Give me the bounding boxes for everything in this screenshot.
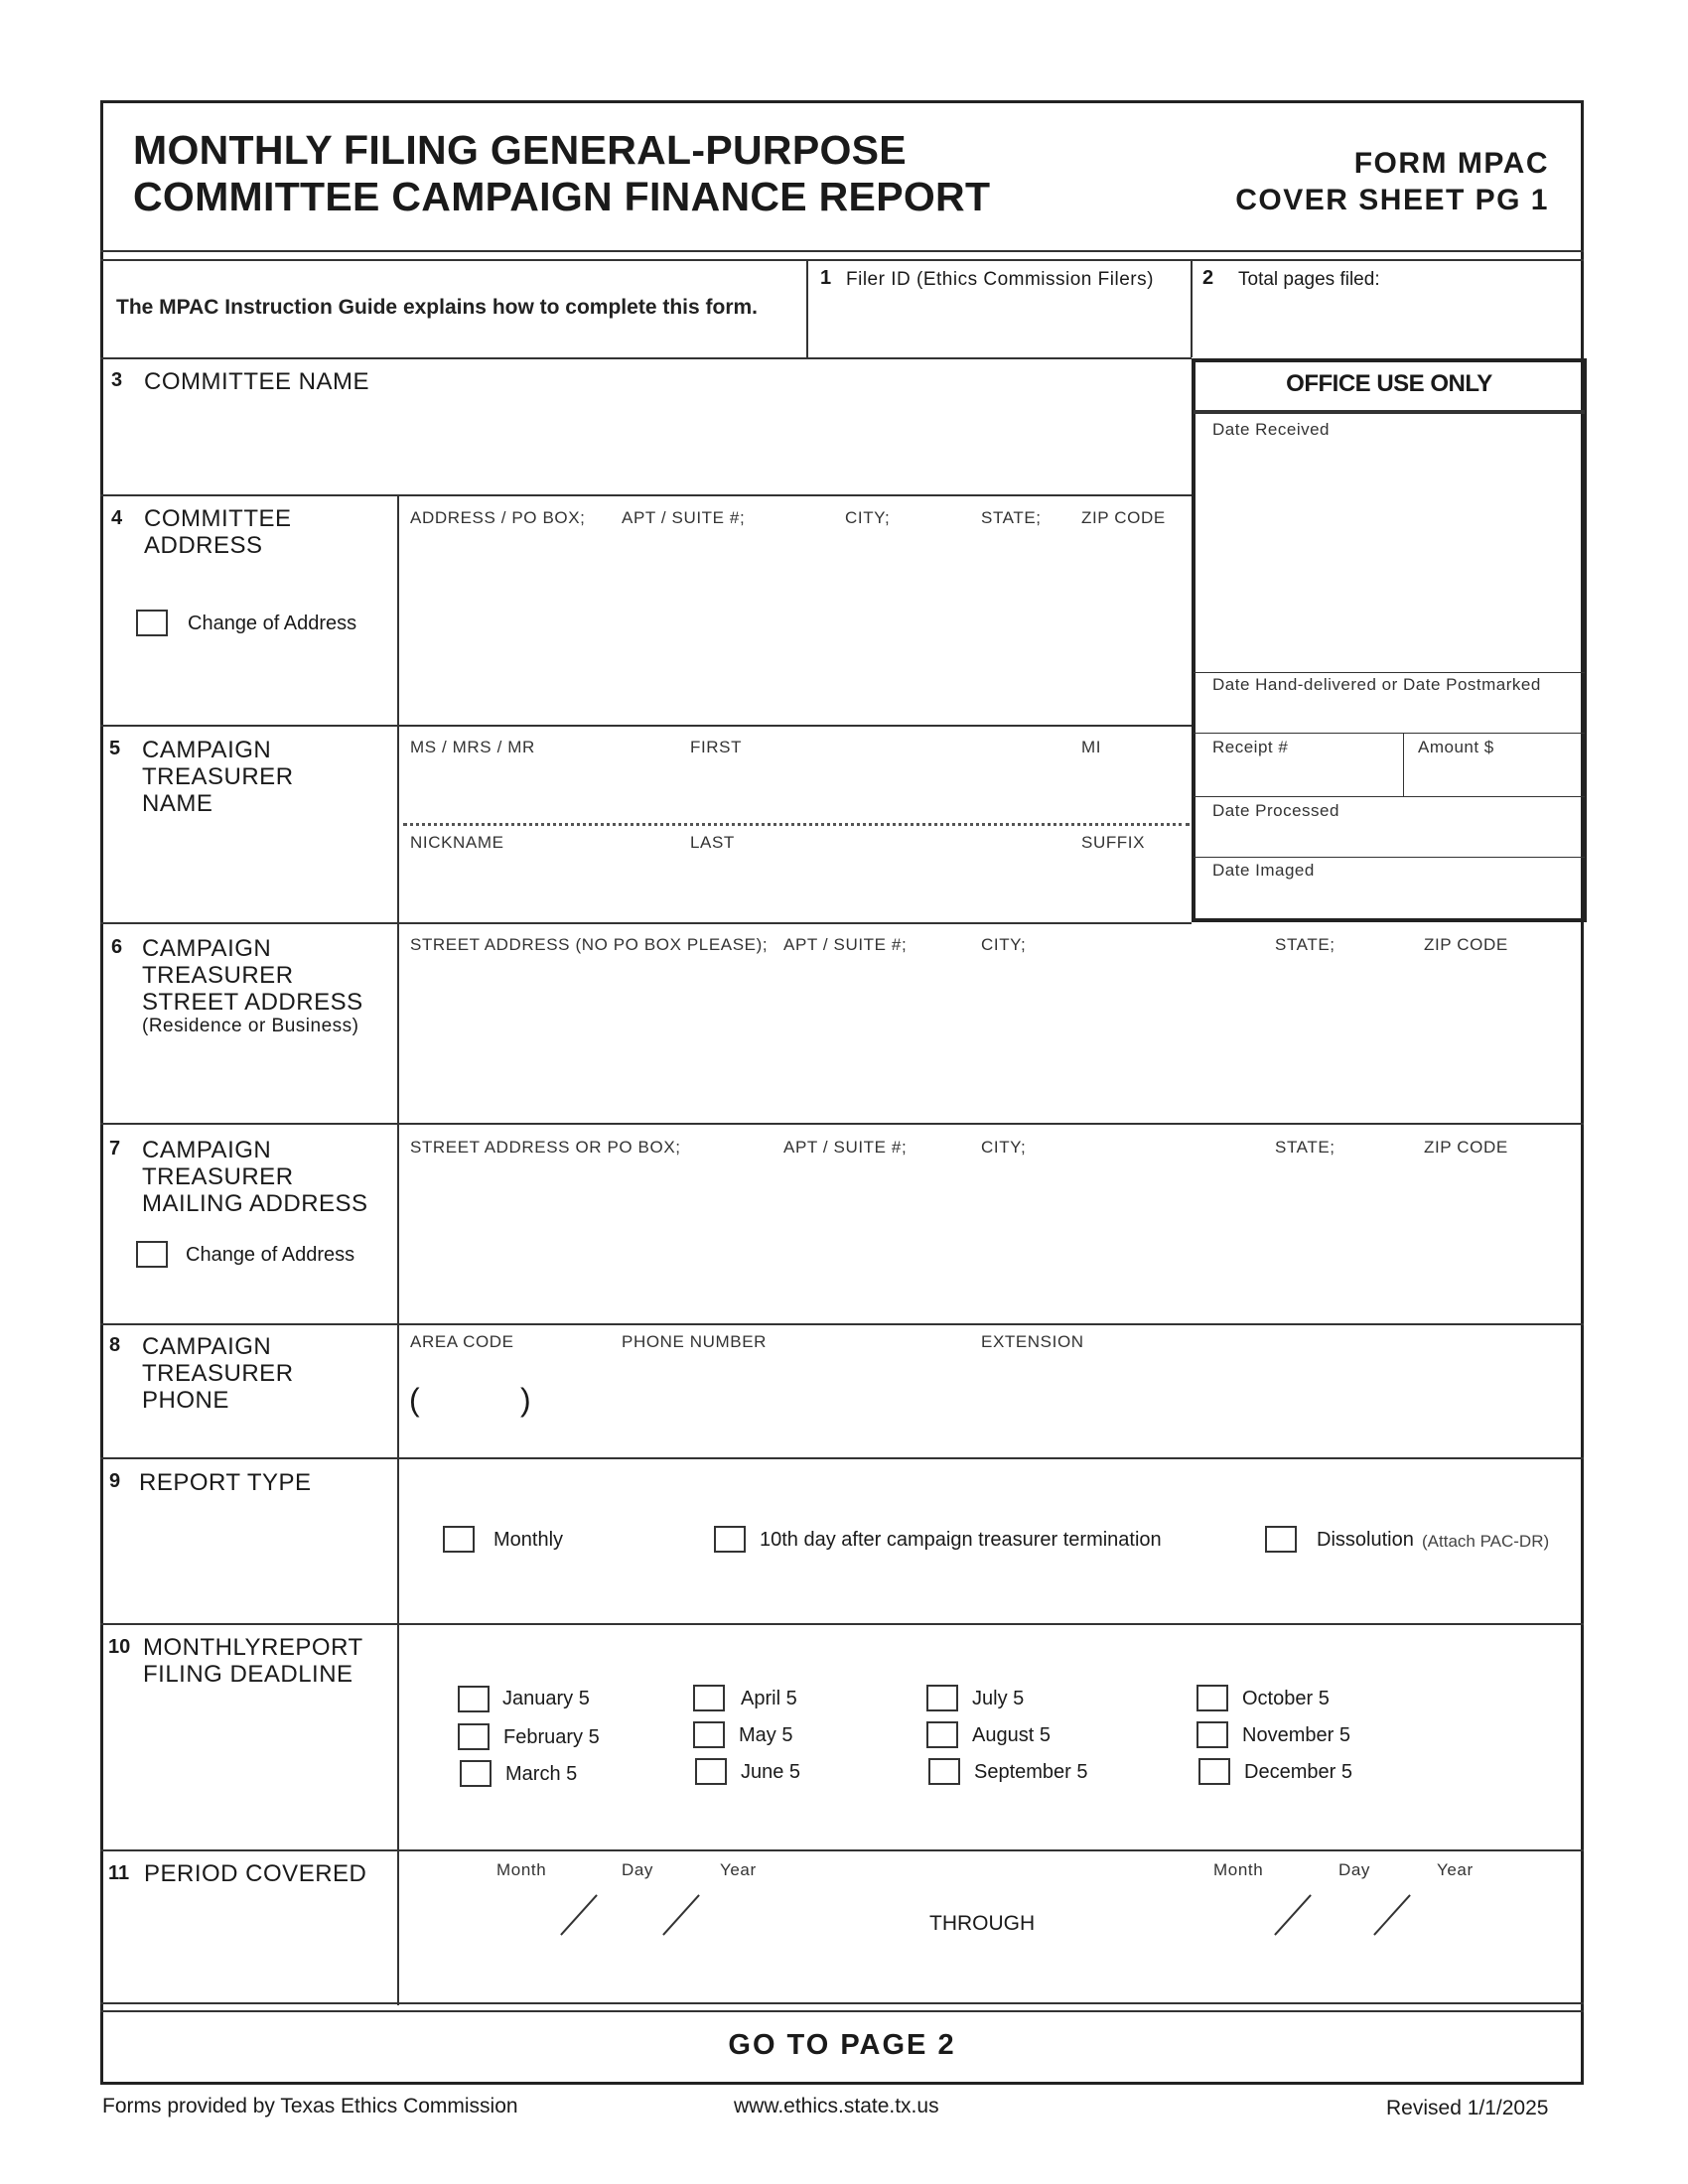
period-through-label: THROUGH — [929, 1912, 1036, 1935]
treasurer-street-zip-label: ZIP CODE — [1424, 935, 1508, 954]
committee-change-of-address-checkbox[interactable] — [136, 610, 168, 636]
period-number: 11 — [108, 1862, 130, 1884]
treasurer-prefix-label: MS / MRS / MR — [410, 738, 535, 756]
row10-bottom-rule — [100, 1849, 1584, 1851]
deadline-july-label: July 5 — [972, 1688, 1025, 1709]
deadline-label-line2: FILING DEADLINE — [143, 1661, 353, 1688]
deadline-april-label: April 5 — [741, 1688, 797, 1709]
treasurer-last-label: LAST — [690, 833, 735, 852]
committee-address-street-label: ADDRESS / PO BOX; — [410, 508, 586, 527]
header-rule-1 — [100, 250, 1584, 252]
period-start-date-field[interactable] — [487, 1886, 784, 1946]
treasurer-street-label-line1: CAMPAIGN — [142, 935, 272, 962]
go-to-page-2: GO TO PAGE 2 — [728, 2029, 956, 2061]
deadline-october-label: October 5 — [1242, 1688, 1330, 1709]
treasurer-street-number: 6 — [111, 936, 123, 958]
committee-name-label: COMMITTEE NAME — [144, 368, 369, 395]
deadline-february-checkbox[interactable] — [458, 1723, 490, 1750]
treasurer-phone-label-line1: CAMPAIGN — [142, 1333, 272, 1360]
filer-id-number: 1 — [820, 267, 832, 289]
treasurer-suffix-label: SUFFIX — [1081, 833, 1146, 852]
office-rule-3 — [1194, 796, 1585, 797]
phone-number-label: PHONE NUMBER — [622, 1332, 768, 1351]
extension-label: EXTENSION — [981, 1332, 1084, 1351]
report-tenth-day-checkbox[interactable] — [714, 1526, 746, 1553]
report-monthly-checkbox[interactable] — [443, 1526, 475, 1553]
footer-rule-2 — [100, 2010, 1584, 2012]
period-start-slash-2 — [662, 1894, 700, 1935]
date-delivered-label: Date Hand-delivered or Date Postmarked — [1212, 675, 1541, 694]
deadline-july-checkbox[interactable] — [926, 1685, 958, 1711]
filer-id-field[interactable] — [808, 261, 1189, 355]
total-pages-field[interactable] — [1193, 261, 1580, 355]
committee-address-label — [144, 505, 292, 559]
period-label: PERIOD COVERED — [144, 1860, 367, 1887]
treasurer-name-label-line1: CAMPAIGN — [142, 737, 272, 763]
committee-address-zip-label: ZIP CODE — [1081, 508, 1166, 527]
treasurer-street-label-line2: TREASURER — [142, 962, 294, 989]
committee-address-number: 4 — [111, 507, 123, 529]
total-pages-label: Total pages filed: — [1238, 269, 1380, 290]
deadline-january-checkbox[interactable] — [458, 1686, 490, 1712]
form-title-line2: COMMITTEE CAMPAIGN FINANCE REPORT — [133, 174, 991, 219]
office-receipt-divider — [1403, 733, 1404, 796]
treasurer-mailing-number: 7 — [109, 1138, 121, 1160]
period-end-date-field[interactable] — [1201, 1886, 1499, 1946]
row9-bottom-rule — [100, 1623, 1584, 1625]
deadline-november-label: November 5 — [1242, 1724, 1350, 1746]
row8-bottom-rule — [100, 1457, 1584, 1459]
area-code-label: AREA CODE — [410, 1332, 514, 1351]
period-end-day-label: Day — [1338, 1860, 1371, 1879]
office-rule-4 — [1194, 857, 1585, 858]
deadline-april-checkbox[interactable] — [693, 1685, 725, 1711]
treasurer-phone-number: 8 — [109, 1334, 121, 1356]
report-dissolution-note: (Attach PAC-DR) — [1422, 1532, 1550, 1551]
footer-provided-by: Forms provided by Texas Ethics Commission — [102, 2095, 518, 2117]
office-rule-2 — [1194, 733, 1585, 734]
report-tenth-day-label: 10th day after campaign treasurer termination — [760, 1529, 1162, 1551]
deadline-march-checkbox[interactable] — [460, 1760, 492, 1787]
form-id-line2: COVER SHEET PG 1 — [1235, 184, 1549, 216]
deadline-november-checkbox[interactable] — [1196, 1721, 1228, 1748]
deadline-june-checkbox[interactable] — [695, 1758, 727, 1785]
area-code-close-paren: ) — [520, 1382, 531, 1418]
office-use-title: OFFICE USE ONLY — [1286, 370, 1492, 397]
report-dissolution-checkbox[interactable] — [1265, 1526, 1297, 1553]
treasurer-street-label-line4: (Residence or Business) — [142, 1016, 359, 1036]
treasurer-mailing-label-line1: CAMPAIGN — [142, 1137, 272, 1163]
deadline-may-label: May 5 — [739, 1724, 793, 1746]
report-monthly-label: Monthly — [493, 1529, 564, 1551]
treasurer-mailing-city-label: CITY; — [981, 1138, 1027, 1157]
committee-change-of-address-label: Change of Address — [188, 613, 357, 634]
form-id-line1: FORM MPAC — [1353, 147, 1549, 180]
receipt-label: Receipt # — [1212, 738, 1289, 756]
deadline-december-label: December 5 — [1244, 1761, 1352, 1783]
form-title-line1: MONTHLY FILING GENERAL-PURPOSE — [133, 127, 907, 173]
treasurer-mailing-label-line3: MAILING ADDRESS — [142, 1190, 368, 1217]
deadline-may-checkbox[interactable] — [693, 1721, 725, 1748]
deadline-september-label: September 5 — [974, 1761, 1088, 1783]
treasurer-mailing-zip-label: ZIP CODE — [1424, 1138, 1508, 1157]
amount-label: Amount $ — [1418, 738, 1494, 756]
form-title — [133, 127, 990, 220]
office-rule-1 — [1194, 672, 1585, 673]
mailing-change-of-address-label: Change of Address — [186, 1244, 355, 1266]
treasurer-name-label-line3: NAME — [142, 790, 213, 817]
report-dissolution-label: Dissolution — [1317, 1529, 1414, 1551]
committee-address-field[interactable] — [399, 496, 1190, 723]
deadline-august-checkbox[interactable] — [926, 1721, 958, 1748]
deadline-january-label: January 5 — [502, 1688, 590, 1709]
date-received-label: Date Received — [1212, 420, 1331, 439]
office-use-title-rule — [1194, 410, 1585, 414]
committee-address-label-line1: COMMITTEE — [144, 505, 292, 532]
committee-name-number: 3 — [111, 369, 123, 391]
treasurer-phone-label-line3: PHONE — [142, 1387, 229, 1414]
total-pages-number: 2 — [1202, 267, 1214, 289]
deadline-december-checkbox[interactable] — [1198, 1758, 1230, 1785]
date-imaged-label: Date Imaged — [1212, 861, 1315, 880]
period-end-month-label: Month — [1213, 1860, 1264, 1879]
deadline-label-line1: MONTHLYREPORT — [143, 1634, 363, 1661]
footer-website[interactable]: www.ethics.state.tx.us — [734, 2095, 939, 2117]
deadline-march-label: March 5 — [505, 1763, 578, 1785]
period-end-slash-2 — [1373, 1894, 1411, 1935]
deadline-august-label: August 5 — [972, 1724, 1051, 1746]
deadline-february-label: February 5 — [503, 1726, 600, 1748]
form-id — [1142, 145, 1549, 218]
period-end-year-label: Year — [1437, 1860, 1474, 1879]
treasurer-street-state-label: STATE; — [1275, 935, 1336, 954]
treasurer-first-label: FIRST — [690, 738, 743, 756]
treasurer-mailing-street-label: STREET ADDRESS OR PO BOX; — [410, 1138, 681, 1157]
period-end-slash-1 — [1274, 1894, 1312, 1935]
period-start-year-label: Year — [720, 1860, 757, 1879]
period-start-day-label: Day — [622, 1860, 654, 1879]
treasurer-mailing-label — [142, 1137, 368, 1217]
deadline-label — [143, 1634, 363, 1688]
footer-revised: Revised 1/1/2025 — [1386, 2097, 1549, 2119]
instructions-text: The MPAC Instruction Guide explains how to complete this form. — [116, 296, 758, 319]
mailing-change-of-address-checkbox[interactable] — [136, 1241, 168, 1268]
treasurer-phone-label-line2: TREASURER — [142, 1360, 294, 1387]
treasurer-phone-label — [142, 1333, 294, 1414]
treasurer-mailing-label-line2: TREASURER — [142, 1163, 294, 1190]
deadline-number: 10 — [108, 1636, 131, 1658]
treasurer-street-city-label: CITY; — [981, 935, 1027, 954]
committee-address-apt-label: APT / SUITE #; — [622, 508, 746, 527]
treasurer-mailing-apt-label: APT / SUITE #; — [783, 1138, 908, 1157]
treasurer-name-label — [142, 737, 294, 817]
date-processed-label: Date Processed — [1212, 801, 1339, 820]
treasurer-mailing-state-label: STATE; — [1275, 1138, 1336, 1157]
committee-address-label-line2: ADDRESS — [144, 532, 263, 559]
office-use-box — [1192, 358, 1587, 922]
treasurer-street-label-line3: STREET ADDRESS — [142, 989, 363, 1016]
treasurer-street-label — [142, 935, 363, 1037]
treasurer-street-apt-label: APT / SUITE #; — [783, 935, 908, 954]
deadline-june-label: June 5 — [741, 1761, 801, 1783]
period-start-month-label: Month — [496, 1860, 547, 1879]
report-type-label: REPORT TYPE — [139, 1469, 312, 1496]
name-dotted-separator — [403, 823, 1190, 826]
footer-rule-1 — [100, 2002, 1584, 2004]
report-type-number: 9 — [109, 1470, 121, 1492]
filer-id-label: Filer ID (Ethics Commission Filers) — [846, 269, 1154, 290]
treasurer-nickname-label: NICKNAME — [410, 833, 504, 852]
treasurer-name-label-line2: TREASURER — [142, 763, 294, 790]
period-start-slash-1 — [560, 1894, 598, 1935]
treasurer-street-street-label: STREET ADDRESS (NO PO BOX PLEASE); — [410, 935, 769, 954]
treasurer-mi-label: MI — [1081, 738, 1102, 756]
deadline-october-checkbox[interactable] — [1196, 1685, 1228, 1711]
committee-address-city-label: CITY; — [845, 508, 891, 527]
area-code-open-paren: ( — [409, 1382, 420, 1418]
committee-address-state-label: STATE; — [981, 508, 1042, 527]
deadline-september-checkbox[interactable] — [928, 1758, 960, 1785]
treasurer-name-number: 5 — [109, 738, 121, 759]
